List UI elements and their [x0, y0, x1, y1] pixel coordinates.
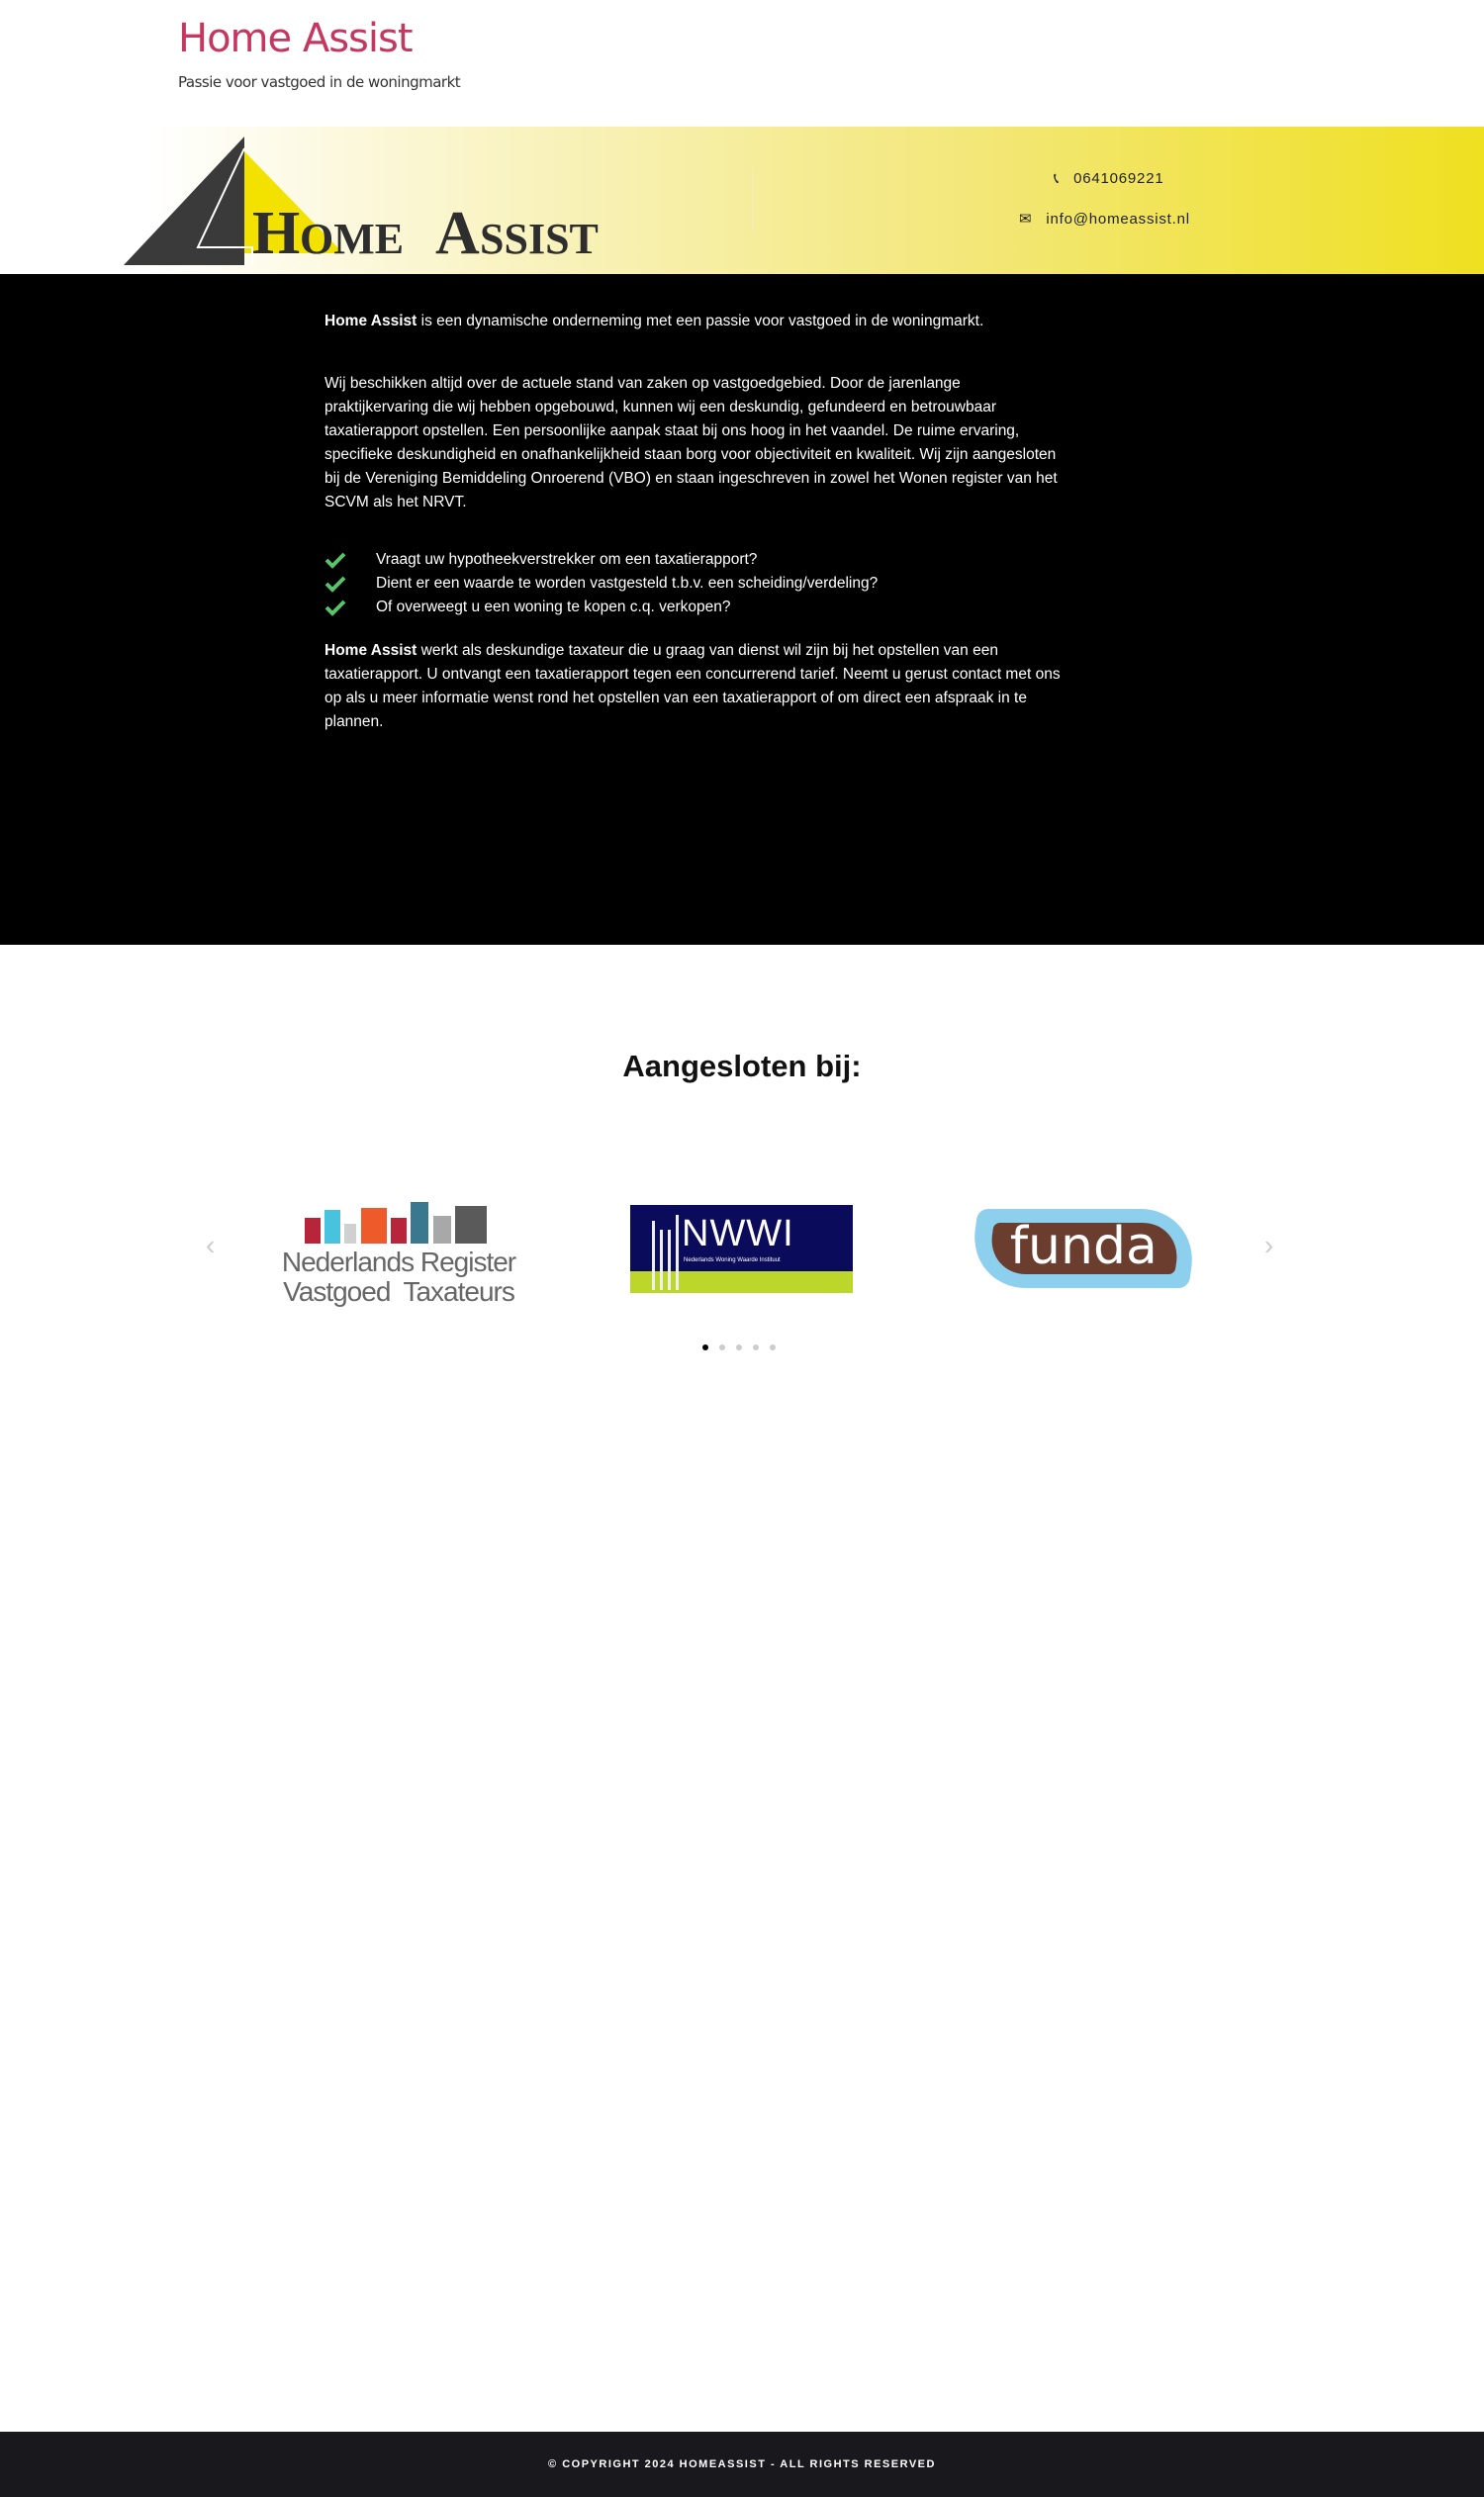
experience-paragraph: Wij beschikken altijd over de actuele stand van zaken op vastgoedgebied. Door de jarenlange praktijkervaring die wij hebben opgebouwd, kunnen wij een deskundig, gefundeerd en betrouwbaar taxatierapport opstellen. Een persoonlijke aanpak staat bij ons hoog in het vaandel. De ruime ervaring, specifieke deskundigheid en onafhankelijkheid staan borg voor objectiviteit en kwaliteit. Wij zijn aangesloten bij de Vereniging Bemiddeling Onroerend (VBO) en staan ingeschreven in zowel het Wonen register van het SCVM als het NRVT.: [325, 375, 1058, 510]
funda-name: funda: [1009, 1217, 1158, 1276]
phone-number: 0641069221: [1073, 170, 1164, 187]
copyright-text: © COPYRIGHT 2024 HOMEASSIST - ALL RIGHTS RESERVED: [548, 2458, 936, 2470]
svg-text:OME: OME: [300, 215, 405, 263]
carousel-dot-3[interactable]: [736, 1344, 742, 1350]
funda-logo[interactable]: [967, 1209, 1199, 1288]
closing-paragraph: Home Assist werkt als deskundige taxateur die u graag van dienst wil zijn bij het opstellen van een taxatierapport. U ontvangt een taxatierapport tegen een concurrerend tarief. Neemt u gerust contact met ons op als u meer informatie wenst rond het opstellen van een taxatierapport of om direct een afspraak in te plannen.: [325, 642, 1061, 730]
svg-text:A: A: [435, 200, 480, 267]
carousel-dot-5[interactable]: [770, 1344, 776, 1350]
nrvt-line2: Vastgoed Taxateurs: [283, 1276, 514, 1307]
nrvt-line1: Nederlands Register: [281, 1247, 516, 1277]
email-address: info@homeassist.nl: [1046, 210, 1190, 228]
nrvt-houses-icon: [305, 1202, 493, 1244]
carousel-prev-button[interactable]: ‹: [206, 1230, 216, 1260]
phone-contact[interactable]: [1054, 170, 1164, 187]
carousel-next-button[interactable]: ›: [1264, 1230, 1274, 1260]
affiliations-heading: Aangesloten bij:: [622, 1049, 862, 1083]
list-item: Dient er een waarde te worden vastgesteld t.b.v. een scheiding/verdeling?: [325, 572, 878, 596]
list-item: Vraagt uw hypotheekverstrekker om een taxatierapport?: [325, 548, 878, 572]
banner-divider: [752, 171, 753, 231]
carousel-dot-4[interactable]: [753, 1344, 759, 1350]
email-contact[interactable]: [1019, 210, 1190, 228]
header-banner: [0, 127, 1484, 274]
check-icon: [325, 575, 346, 593]
nwwi-logo[interactable]: [630, 1205, 853, 1293]
check-icon: [325, 599, 346, 616]
site-tagline: Passie voor vastgoed in de woningmarkt: [178, 73, 461, 91]
carousel-pagination: [702, 1344, 776, 1350]
home-assist-logo[interactable]: [124, 137, 628, 267]
intro-paragraph: Home Assist is een dynamische onderneming met een passie voor vastgoed in de woningmarkt.: [325, 313, 984, 329]
carousel-dot-2[interactable]: [719, 1344, 725, 1350]
list-item: Of overweegt u een woning te kopen c.q. verkopen?: [325, 596, 878, 619]
mail-icon: ✉︎: [1019, 211, 1033, 228]
svg-text:H: H: [252, 200, 301, 267]
carousel-dot-1[interactable]: [702, 1344, 708, 1350]
nwwi-subtitle: Nederlands Woning Waarde Instituut: [684, 1257, 781, 1263]
phone-icon: 📞︎: [1054, 170, 1061, 187]
service-list: [325, 548, 878, 619]
check-icon: [325, 551, 346, 569]
footer: [0, 2432, 1484, 2497]
nwwi-name: NWWI: [682, 1213, 794, 1254]
site-title[interactable]: Home Assist: [178, 16, 413, 61]
svg-text:SSIST: SSIST: [480, 215, 599, 263]
nrvt-logo[interactable]: [265, 1202, 532, 1307]
